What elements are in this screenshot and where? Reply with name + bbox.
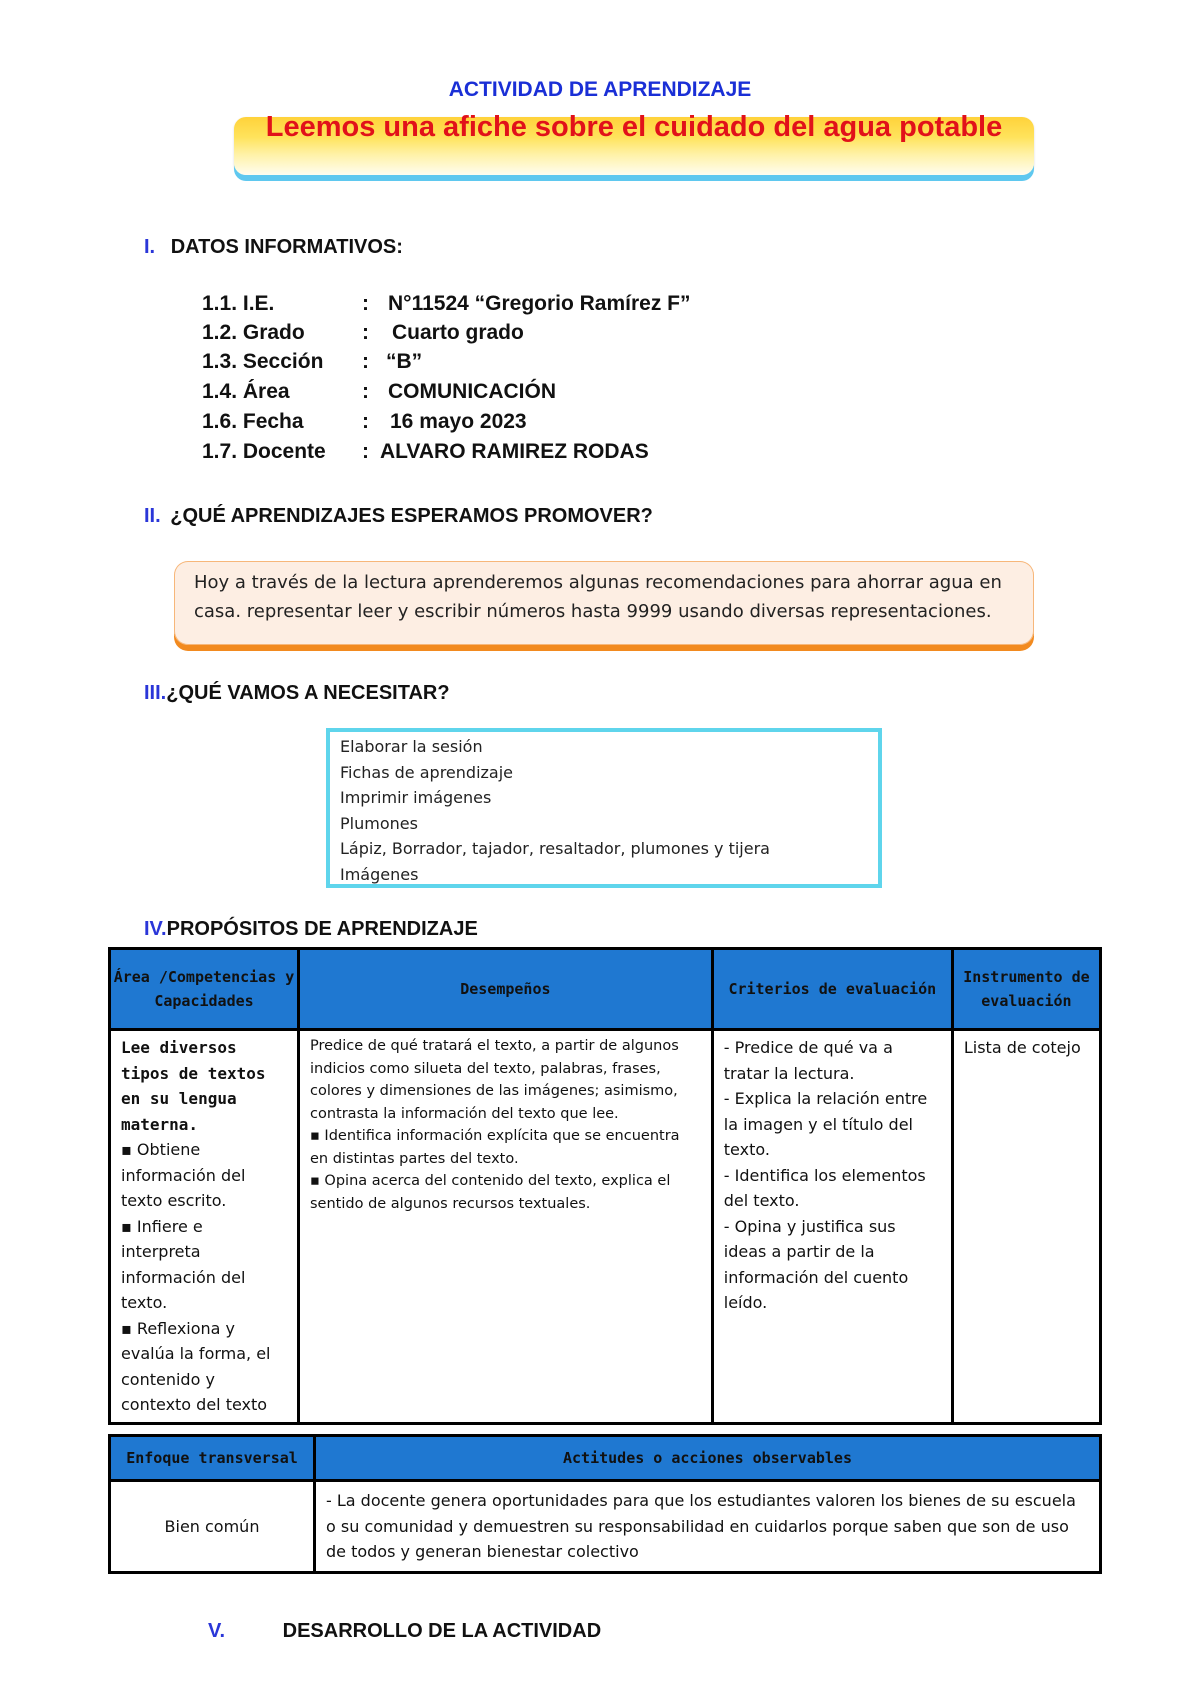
material-item: Imágenes — [340, 864, 419, 884]
section-number: I. — [144, 236, 156, 258]
section-5-heading — [208, 1620, 601, 1643]
criterion-item: - Opina y justifica sus ideas a partir de la información del cuento leído. — [723, 1216, 909, 1312]
info-list — [202, 292, 902, 472]
material-item: Fichas de aprendizaje — [340, 762, 513, 782]
capacity-item: ▪ Infiere e interpreta información del texto. — [121, 1216, 246, 1312]
document-header: ACTIVIDAD DE APRENDIZAJE — [448, 78, 752, 101]
column-header: Actitudes o acciones observables — [315, 1436, 1101, 1481]
performance-item: ▪ Identifica información explícita que se encuentra en distintas partes del texto. — [310, 1128, 680, 1167]
performance-item: ▪ Opina acerca del contenido del texto, explica el sentido de algunos recursos textuales. — [310, 1173, 671, 1212]
purposes-table — [108, 947, 1102, 1425]
column-header: Enfoque transversal — [110, 1436, 315, 1481]
section-label: ¿QUÉ VAMOS A NECESITAR? — [166, 682, 450, 704]
column-header: Desempeños — [299, 949, 713, 1030]
info-value: Cuarto grado — [392, 321, 524, 344]
table-header-row — [110, 949, 1101, 1030]
performance-item: Predice de qué tratará el texto, a partir de algunos indicios como silueta del texto, palabras, frases, colores y dimensiones de las imágenes; asimismo, contrasta la información del texto que lee. — [310, 1038, 679, 1122]
performances-cell — [299, 1030, 713, 1424]
info-value: COMUNICACIÓN — [388, 380, 556, 403]
material-item: Elaborar la sesión — [340, 737, 483, 756]
table-row — [110, 1030, 1101, 1424]
materials-list — [340, 734, 770, 887]
section-label: ¿QUÉ APRENDIZAJES ESPERAMOS PROMOVER? — [170, 505, 653, 527]
info-colon: : — [362, 440, 369, 463]
actions-cell: - La docente genera oportunidades para que los estudiantes valoren los bienes de su escuela o su comunidad y demuestren su responsabilidad en cuidarlos porque saben que son de uso de todos y generan bienestar colectivo — [315, 1481, 1101, 1573]
section-1-heading — [144, 236, 403, 259]
section-number: V. — [208, 1620, 226, 1642]
criterion-item: - Explica la relación entre la imagen y el título del texto. — [723, 1089, 928, 1159]
approach-cell: Bien común — [110, 1481, 315, 1573]
material-item: Imprimir imágenes — [340, 788, 492, 807]
document-title: Leemos una afiche sobre el cuidado del agua potable — [265, 111, 1003, 143]
info-label: 1.3. Sección — [202, 350, 324, 373]
section-label: DATOS INFORMATIVOS: — [170, 236, 403, 258]
column-header: Área /Competencias y Capacidades — [110, 949, 299, 1030]
info-colon: : — [362, 350, 369, 373]
section-number: II. — [144, 505, 161, 527]
capacity-item: ▪ Reflexiona y evalúa la forma, el contenido y contexto del texto — [121, 1318, 271, 1414]
competence-cell — [110, 1030, 299, 1424]
info-colon: : — [362, 292, 369, 315]
info-value: ALVARO RAMIREZ RODAS — [380, 440, 649, 463]
section-2-heading — [144, 505, 653, 528]
info-label: 1.6. Fecha — [202, 410, 304, 433]
criterion-item: - Predice de qué va a tratar la lectura. — [723, 1038, 893, 1083]
section-3-heading — [144, 682, 450, 705]
table-row — [110, 1481, 1101, 1573]
criterion-item: - Identifica los elementos del texto. — [723, 1165, 926, 1210]
criteria-cell — [712, 1030, 952, 1424]
material-item: Plumones — [340, 813, 418, 833]
instrument-cell: Lista de cotejo — [952, 1030, 1100, 1424]
info-value: “B” — [386, 350, 423, 373]
section-number: IV. — [144, 918, 167, 940]
capacity-item: ▪ Obtiene información del texto escrito. — [121, 1140, 246, 1210]
material-item: Lápiz, Borrador, tajador, resaltador, plumones y tijera — [340, 839, 770, 858]
table-header-row — [110, 1436, 1101, 1481]
info-colon: : — [362, 410, 369, 433]
info-label: 1.1. I.E. — [202, 292, 275, 315]
info-value: N°11524 “Gregorio Ramírez F” — [388, 292, 691, 315]
section-number: III. — [144, 682, 167, 704]
info-value: 16 mayo 2023 — [390, 410, 527, 433]
competence-title: Lee diversos tipos de textos en su lengua materna. — [121, 1038, 266, 1134]
info-label: 1.4. Área — [202, 380, 290, 403]
approach-table — [108, 1434, 1102, 1574]
info-colon: : — [362, 380, 369, 403]
section-4-heading — [144, 918, 478, 941]
column-header: Instrumento de evaluación — [952, 949, 1100, 1030]
section-label: DESARROLLO DE LA ACTIVIDAD — [282, 1620, 602, 1642]
section-label: PROPÓSITOS DE APRENDIZAJE — [166, 918, 478, 940]
info-colon: : — [362, 321, 369, 344]
column-header: Criterios de evaluación — [712, 949, 952, 1030]
purpose-text: Hoy a través de la lectura aprenderemos algunas recomendaciones para ahorrar agua en casa. representar leer y escribir números hasta 9999 usando diversas representaciones. — [194, 572, 1002, 622]
info-label: 1.2. Grado — [202, 321, 305, 344]
info-label: 1.7. Docente — [202, 440, 326, 463]
